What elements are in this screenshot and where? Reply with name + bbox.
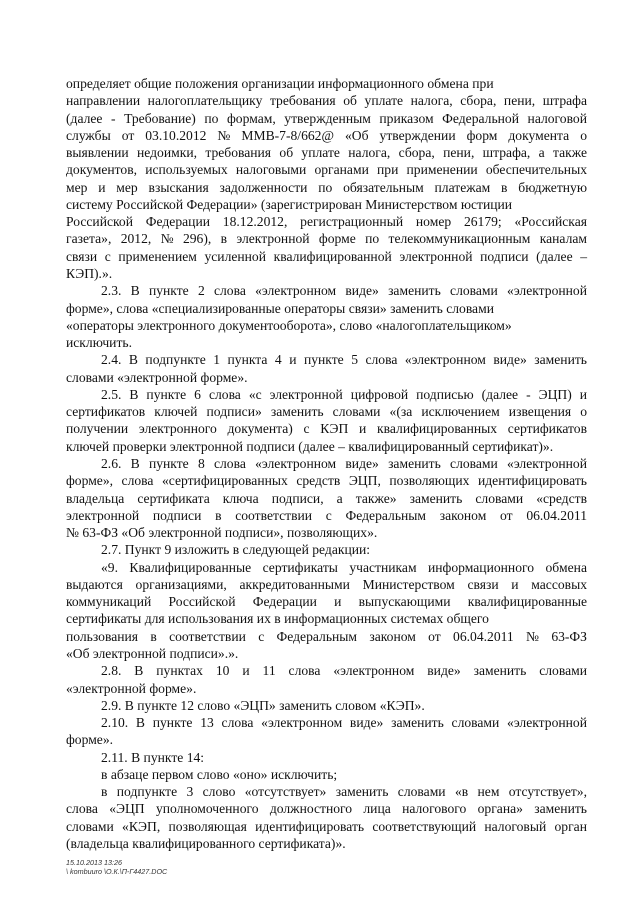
text-line: сертификатов ключей подписи» заменить словами «(за исключением извещения о bbox=[66, 404, 587, 419]
text-line: коммуникаций Российской Федерации и выпускающими квалифицированные bbox=[66, 594, 587, 609]
text-line: ключей проверки электронной подписи (далее – квалифицированный сертификат)». bbox=[66, 439, 554, 454]
text-line: форме», слова «специализированные операторы связи» заменить словами bbox=[66, 301, 494, 316]
text-line: «электронной форме». bbox=[66, 681, 197, 696]
text-line: выдаются организациями, аккредитованными Министерством связи и массовых bbox=[66, 577, 587, 592]
text-line: сертификаты для использования их в информационных системах общего bbox=[66, 611, 489, 626]
text-line: 2.5. В пункте 6 слова «с электронной цифровой подписью (далее - ЭЦП) и bbox=[101, 387, 587, 402]
text-line: определяет общие положения организации информационного обмена при bbox=[66, 76, 494, 91]
text-line: словами «КЭП, позволяющая идентифицировать соответствующий налоговый орган bbox=[66, 819, 587, 834]
text-line: (владельца квалифицированного сертификата)». bbox=[66, 836, 346, 851]
text-line: направлении налогоплательщику требования об уплате налога, сбора, пени, штрафа bbox=[66, 93, 587, 108]
text-line: КЭП).». bbox=[66, 266, 113, 281]
text-line: Российской Федерации 18.12.2012, регистрационный номер 26179; «Российская bbox=[66, 214, 587, 229]
text-line: газета», 2012, № 296), в электронной форме по телекоммуникационным каналам bbox=[66, 231, 587, 246]
text-line: исключить. bbox=[66, 335, 132, 350]
text-line: получении электронного документа) с КЭП и квалифицированных сертификатов bbox=[66, 421, 587, 436]
text-line: «операторы электронного документооборота», слово «налогоплательщиком» bbox=[66, 318, 512, 333]
text-line: «9. Квалифицированные сертификаты участникам информационного обмена bbox=[101, 560, 587, 575]
text-line: форме». bbox=[66, 732, 114, 747]
text-line: 2.11. В пункте 14: bbox=[101, 750, 205, 765]
footer-file-path: \ kombuuro \О.К.\П-Г4427.DOC bbox=[66, 867, 168, 876]
text-line: «Об электронной подписи».». bbox=[66, 646, 239, 661]
text-line: 2.9. В пункте 12 слово «ЭЦП» заменить словом «КЭП». bbox=[101, 698, 425, 713]
text-line: 2.3. В пункте 2 слова «электронном виде» заменить словами «электронной bbox=[101, 283, 587, 298]
text-line: систему Российской Федерации» (зарегистрирован Министерством юстиции bbox=[66, 197, 513, 212]
text-line: 2.6. В пункте 8 слова «электронном виде» заменить словами «электронной bbox=[101, 456, 587, 471]
text-line: документов, используемых налоговыми органами при применении обеспечительных bbox=[66, 162, 587, 177]
text-line: связи с применением усиленной квалифицированной электронной подписи (далее – bbox=[66, 249, 587, 264]
text-line: 2.10. В пункте 13 слова «электронном виде» заменить словами «электронной bbox=[101, 715, 587, 730]
text-line: 2.7. Пункт 9 изложить в следующей редакции: bbox=[101, 542, 371, 557]
text-line: слова «ЭЦП уполномоченного должностного лица налогового органа» заменить bbox=[66, 801, 587, 816]
text-line: словами «электронной форме». bbox=[66, 370, 248, 385]
text-line: мер и мер взыскания задолженности по обязательным платежам в бюджетную bbox=[66, 180, 587, 195]
text-line: форме», слова «сертифицированных средств ЭЦП, позволяющих идентифицировать bbox=[66, 473, 587, 488]
text-line: (далее - Требование) по формам, утвержденным приказом Федеральной налоговой bbox=[66, 111, 587, 126]
text-line: владельца сертификата ключа подписи, а также» заменить словами «средств bbox=[66, 491, 587, 506]
footer-date: 15.10.2013 13:26 bbox=[66, 858, 122, 867]
text-line: выявлении недоимки, требования об уплате налога, сбора, пени, штрафа, а также bbox=[66, 145, 587, 160]
text-line: пользования в соответствии с Федеральным законом от 06.04.2011 № 63-ФЗ bbox=[66, 629, 587, 644]
text-line: в подпункте 3 слово «отсутствует» заменить словами «в нем отсутствует», bbox=[101, 784, 587, 799]
text-line: 2.4. В подпункте 1 пункта 4 и пункте 5 слова «электронном виде» заменить bbox=[101, 352, 587, 367]
text-line: № 63-ФЗ «Об электронной подписи», позволяющих». bbox=[66, 525, 378, 540]
text-line: 2.8. В пунктах 10 и 11 слова «электронном виде» заменить словами bbox=[101, 663, 587, 678]
text-line: электронной подписи в соответствии с Федеральным законом от 06.04.2011 bbox=[66, 508, 587, 523]
text-line: в абзаце первом слово «оно» исключить; bbox=[101, 767, 338, 782]
text-line: службы от 03.10.2012 № ММВ-7-8/662@ «Об утверждении форм документа о bbox=[66, 128, 587, 143]
